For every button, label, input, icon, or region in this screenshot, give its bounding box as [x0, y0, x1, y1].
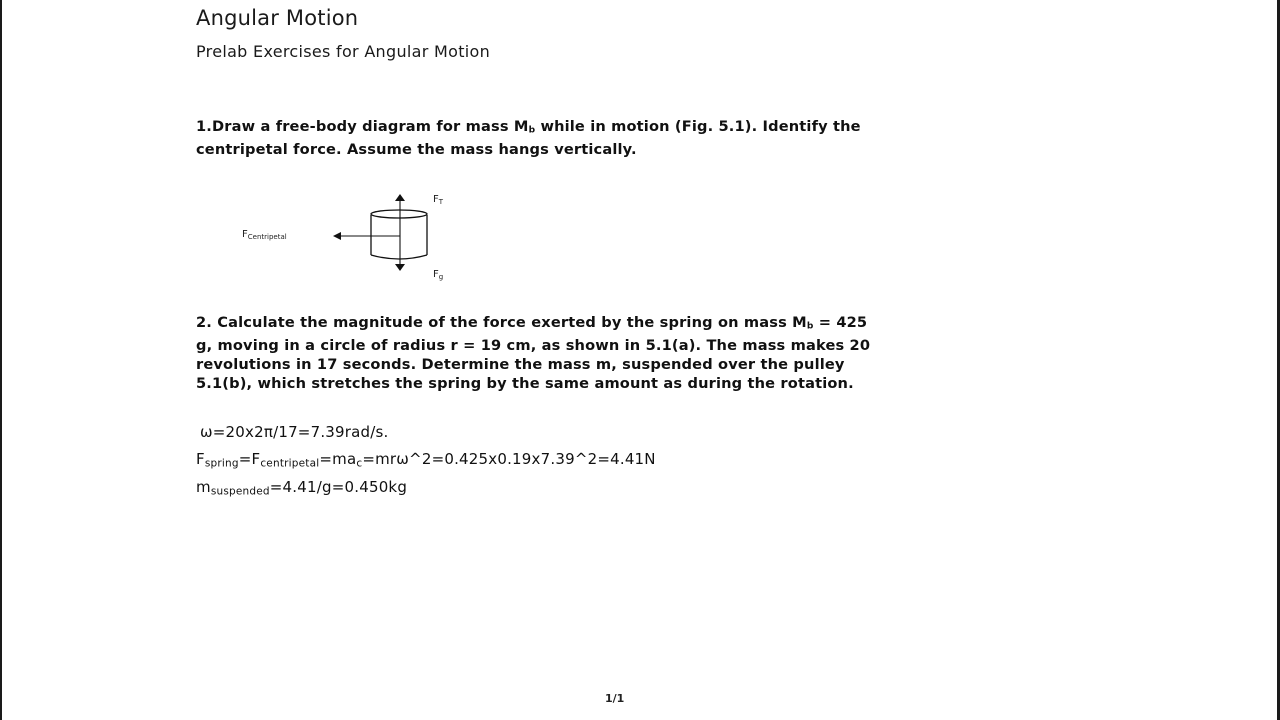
- question-1-line-1: 1.Draw a free-body diagram for mass Mb while in motion (Fig. 5.1). Identify the: [196, 118, 861, 136]
- page-subtitle: Prelab Exercises for Angular Motion: [196, 42, 491, 61]
- question-2-line-2: g, moving in a circle of radius r = 19 cm, as shown in 5.1(a). The mass makes 20: [196, 337, 871, 355]
- label-tension-force: $F_T$: [433, 194, 444, 206]
- question-1-line-2: centripetal force. Assume the mass hangs vertically.: [196, 141, 637, 159]
- page-title: Angular Motion: [196, 6, 359, 30]
- question-2-line-1: 2. Calculate the magnitude of the force exerted by the spring on mass Mb = 425: [196, 314, 868, 332]
- window-edge-left: [0, 0, 2, 720]
- answer-spring-force: Fspring=Fcentripetal=mac=mrω^2=0.425x0.19x7.39^2=4.41N: [196, 450, 656, 470]
- answer-suspended-mass: msuspended=4.41/g=0.450kg: [196, 478, 408, 498]
- question-2-line-4: 5.1(b), which stretches the spring by the same amount as during the rotation.: [196, 375, 854, 393]
- free-body-diagram: [230, 185, 470, 285]
- question-2: [196, 313, 870, 393]
- label-centripetal-force: $F_{Centripetal}$: [242, 229, 287, 241]
- label-gravity-force: $F_g$: [433, 269, 444, 281]
- question-1: [196, 117, 861, 159]
- page-number: 1/1: [605, 692, 625, 705]
- question-2-line-3: revolutions in 17 seconds. Determine the mass m, suspended over the pulley: [196, 356, 845, 374]
- answer-omega: ω=20x2π/17=7.39rad/s.: [200, 423, 389, 441]
